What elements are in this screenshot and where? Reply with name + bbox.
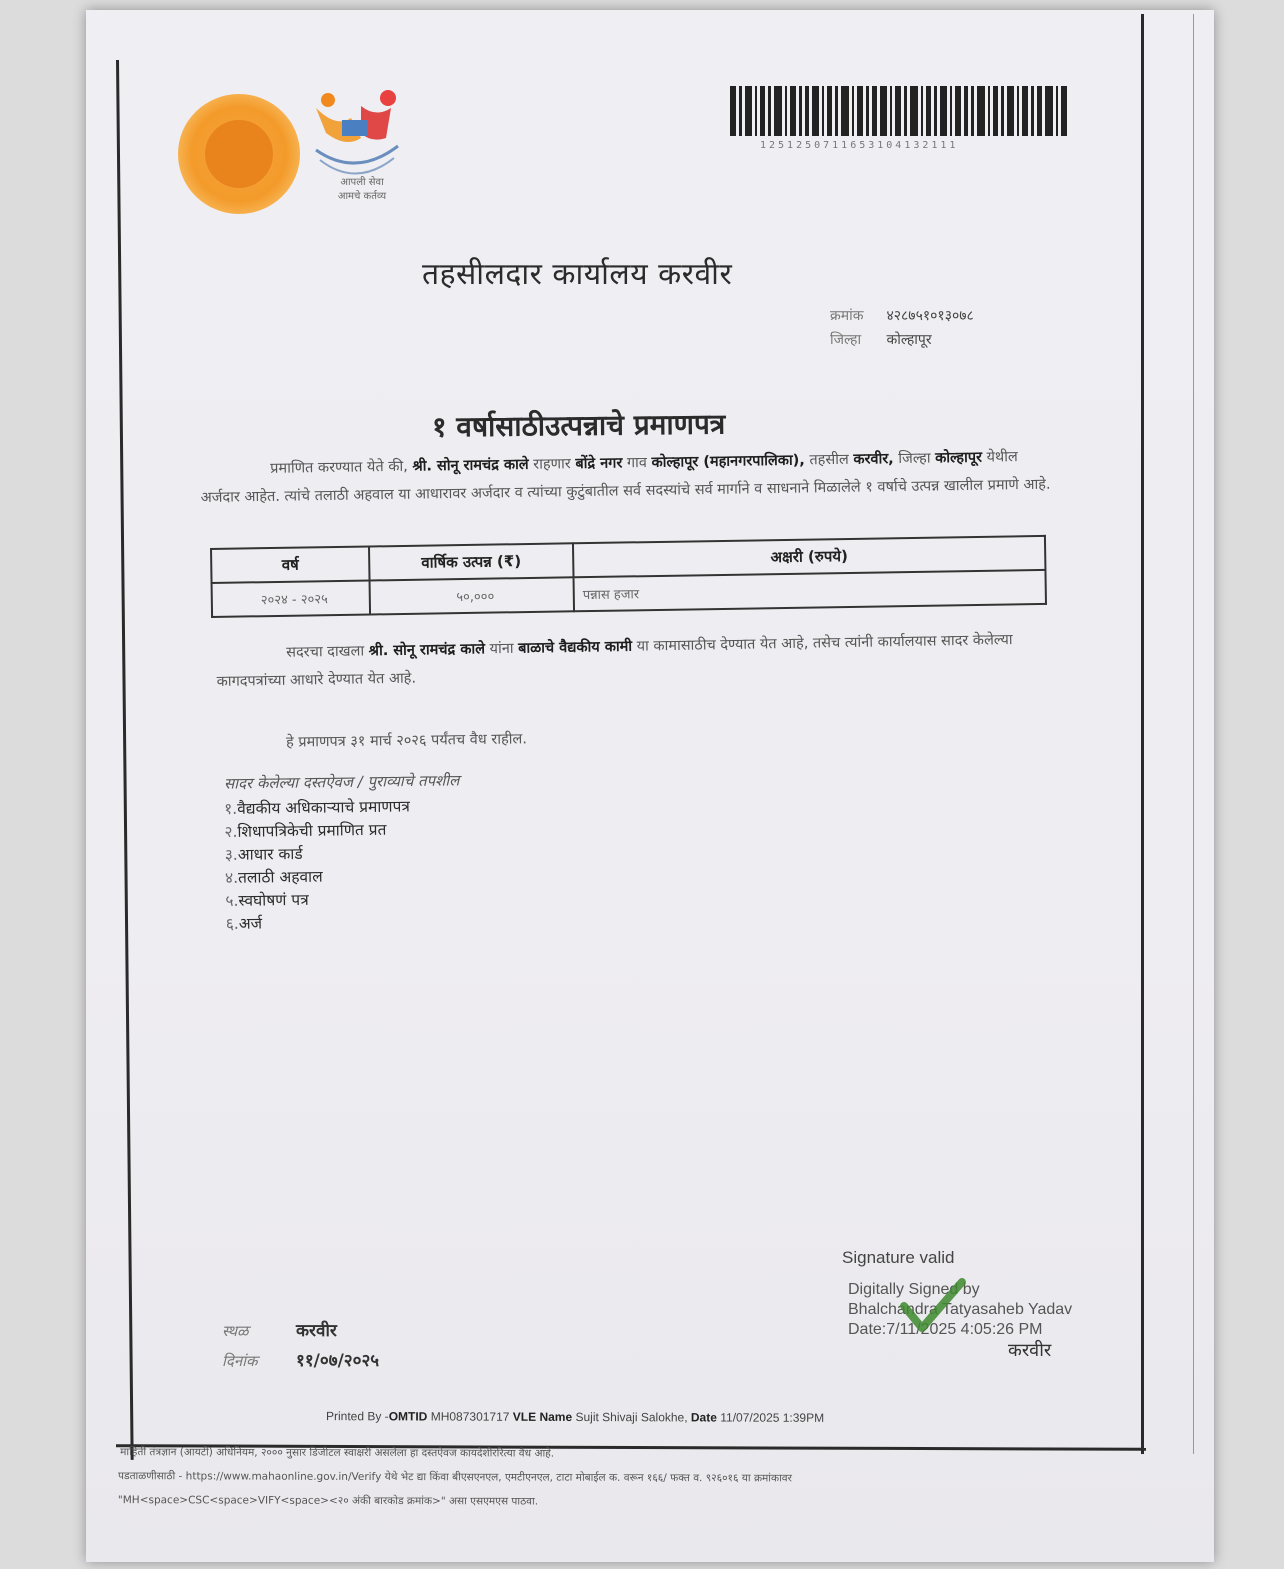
- green-check-icon: [898, 1276, 968, 1336]
- header-in-words: अक्षरी (रुपये): [573, 536, 1045, 577]
- place-value: करवीर: [296, 1321, 337, 1341]
- footer-line-3: "MH<space>CSC<space>VIFY<space><२० अंकी बारकोड क्रमांक>" असा एसएमएस पाठवा.: [117, 1494, 539, 1508]
- item-number: ४.: [224, 868, 239, 887]
- list-item: [226, 910, 412, 936]
- date-label: दिनांक: [222, 1352, 258, 1370]
- list-item: [225, 887, 411, 913]
- footer-line-1: माहिती तंत्रज्ञान (आयटी) अधिनियम, २००० नुसार डिजीटल स्वाक्षरी असलेला हा दस्तऐवज कायदेशीररित्या वैध आहे.: [120, 1446, 555, 1460]
- print-date-label: Date: [690, 1410, 717, 1425]
- purpose-text-2: यांना: [489, 640, 514, 658]
- intro-text-4: तहसील: [809, 451, 849, 469]
- logo-tagline: [316, 176, 408, 204]
- district-value: कोल्हापूर: [886, 332, 932, 348]
- frame-border-right-inner: [1193, 14, 1194, 1454]
- intro-text-6: येथील अर्जदार आहेत. त्यांचे तलाठी अहवाल या आधारावर अर्जदार व त्यांच्या कुटुंबातील सर्व सदस्यांचे सर्व मार्गाने व साधनाने मिळालेले १ वर्षाचे उत्पन्न खालील प्रमाणे आहे.: [200, 449, 1051, 506]
- omtid-value: MH087301717: [430, 1409, 510, 1424]
- vle-label: VLE Name: [512, 1409, 573, 1424]
- number-label: क्रमांक: [830, 308, 864, 324]
- barcode-number: 1251250711653104132111: [760, 140, 959, 151]
- item-number: ५.: [225, 891, 239, 910]
- footer-line-2: पडताळणीसाठी - https://www.mahaonline.gov.in/Verify येथे भेट द्या किंवा बीएसएनएल, एमटीएनएल, टाटा मोबाईल क. वरून १६६/ फक्त व. ९२६०१६ या क्रमांकावर: [117, 1470, 792, 1485]
- income-table: [210, 535, 1047, 618]
- item-text: अर्ज: [238, 914, 263, 933]
- printed-by-line: [326, 1409, 824, 1425]
- list-item: [225, 841, 411, 867]
- intro-text-3: गाव: [626, 454, 648, 472]
- purpose-text-1: सदरचा दाखला: [286, 643, 365, 661]
- list-item: [224, 795, 410, 821]
- item-number: १.: [224, 799, 238, 818]
- signatory-office: करवीर: [1008, 1340, 1052, 1361]
- item-text: वैद्यकीय अधिकाऱ्याचे प्रमाणपत्र: [237, 797, 411, 818]
- frame-border-right: [1141, 14, 1144, 1454]
- purpose-reason: बाळाचे वैद्यकीय कामी: [518, 638, 633, 657]
- applicant-address: बोंद्रे नगर: [575, 455, 623, 473]
- applicant-village: कोल्हापूर (महानगरपालिका),: [651, 452, 805, 471]
- applicant-district: कोल्हापूर: [935, 449, 983, 467]
- certificate-title: १ वर्षासाठीउत्पन्नाचे प्रमाणपत्र: [431, 407, 726, 444]
- header-year: वर्ष: [211, 547, 370, 583]
- intro-text-1: प्रमाणित करण्यात येते की,: [270, 458, 408, 477]
- list-item: [224, 818, 410, 844]
- item-text: शिधापत्रिकेची प्रमाणित प्रत: [237, 820, 387, 841]
- place-date-block: [222, 1316, 379, 1376]
- item-text: स्वघोषणं पत्र: [238, 890, 309, 910]
- signature-line-2: Bhalchandra Tatyasaheb Yadav: [848, 1301, 1073, 1318]
- item-number: २.: [224, 822, 238, 841]
- printed-label: Printed By -: [325, 1409, 389, 1424]
- place-label: स्थळ: [222, 1322, 249, 1340]
- documents-list: [224, 795, 412, 936]
- certificate-meta: [830, 304, 974, 352]
- print-date-value: 11/07/2025 1:39PM: [720, 1410, 825, 1425]
- item-text: तलाठी अहवाल: [237, 867, 323, 887]
- purpose-text-3: या कामासाठीच देण्यात येत आहे, तसेच त्यांनी कार्यालयास सादर केलेल्या कागदपत्रांच्या आधारे देण्यात येत आहे.: [216, 632, 1013, 690]
- intro-text-2: राहणार: [533, 456, 571, 473]
- cell-income: ५०,०००: [370, 577, 575, 614]
- applicant-taluka: करवीर,: [853, 451, 894, 468]
- verification-footer: [118, 1440, 1208, 1516]
- seal-center: [205, 120, 273, 188]
- barcode-icon: [730, 86, 1070, 164]
- logo-text-line2: आमचे कर्तव्य: [337, 191, 387, 202]
- cell-words: पन्नास हजार: [574, 570, 1046, 611]
- logo-text-line1: आपली सेवा: [340, 177, 384, 188]
- item-text: आधार कार्ड: [237, 844, 303, 864]
- intro-text-5: जिल्हा: [898, 450, 931, 468]
- item-number: ६.: [225, 914, 239, 933]
- office-heading: तहसीलदार कार्यालय करवीर: [422, 257, 733, 292]
- date-value: ११/०७/२०२५: [296, 1351, 380, 1371]
- documents-heading: सादर केलेल्या दस्तऐवज / पुराव्याचे तपशील: [223, 771, 460, 793]
- applicant-name: श्री. सोनू रामचंद्र काले: [412, 456, 529, 475]
- number-value: ४२८७५१०१३०७८: [886, 308, 974, 324]
- cell-year: २०२४ - २०२५: [212, 580, 371, 616]
- header-annual-income: वार्षिक उत्पन्न (₹): [369, 543, 574, 580]
- purpose-name: श्री. सोनू रामचंद्र काले: [368, 641, 486, 660]
- signature-line-3: Date:7/11/2025 4:05:26 PM: [848, 1321, 1043, 1338]
- item-number: ३.: [224, 845, 238, 864]
- signature-valid-text: Signature valid: [842, 1248, 955, 1267]
- district-label: जिल्हा: [830, 332, 862, 348]
- list-item: [225, 864, 411, 890]
- vle-value: Sujit Shivaji Salokhe,: [575, 1410, 688, 1425]
- omtid-label: OMTID: [388, 1409, 428, 1424]
- signature-line-1: Digitally Signed by: [848, 1281, 980, 1298]
- validity-note: हे प्रमाणपत्र ३१ मार्च २०२६ पर्यंतच वैध राहील.: [285, 731, 528, 751]
